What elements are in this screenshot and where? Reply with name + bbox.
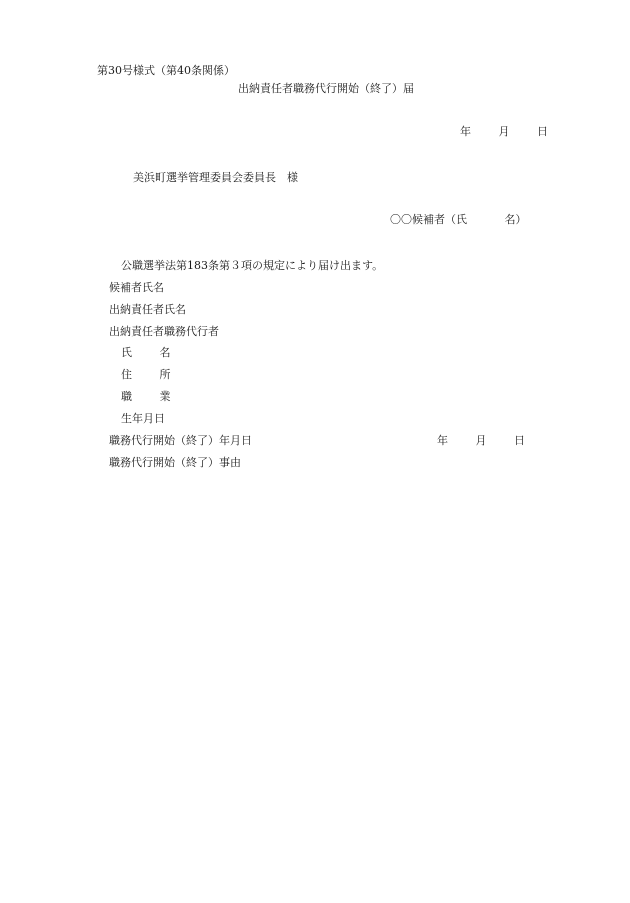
field-address-char2: 所 [159,368,171,381]
addressee: 美浜町選挙管理委員会委員長 様 [133,171,298,184]
field-start-end-date: 職務代行開始（終了）年月日 [109,434,252,447]
submission-date [460,125,548,139]
date-month: 月 [498,125,510,138]
form-number: 第30号様式（第40条関係） [97,64,235,77]
field-treasurer-name: 出納責任者氏名 [109,303,186,316]
field-address-char1: 住 [121,368,132,381]
ymd-year: 年 [437,434,448,447]
applicant-suffix: 名） [504,213,527,226]
field-reason: 職務代行開始（終了）事由 [109,456,241,469]
field-occupation-char1: 職 [121,390,132,403]
field-birthdate: 生年月日 [121,412,165,425]
field-acting-treasurer: 出納責任者職務代行者 [109,325,219,338]
document-title: 出納責任者職務代行開始（終了）届 [238,82,414,95]
field-candidate-name: 候補者氏名 [109,281,164,294]
applicant-line [390,213,527,227]
field-address [121,368,171,382]
field-name-char2: 名 [159,346,171,359]
date-day: 日 [537,125,548,138]
ymd-month: 月 [475,434,487,447]
field-occupation-char2: 業 [159,390,171,403]
field-name-char1: 氏 [121,346,132,359]
statement: 公職選挙法第183条第３項の規定により届け出ます。 [121,259,384,272]
applicant-prefix: 〇〇候補者（氏 [390,213,467,226]
ymd-day: 日 [514,434,525,447]
field-name [121,346,171,360]
field-start-end-date-ymd [437,434,525,448]
date-year: 年 [460,125,471,138]
field-occupation [121,390,171,404]
